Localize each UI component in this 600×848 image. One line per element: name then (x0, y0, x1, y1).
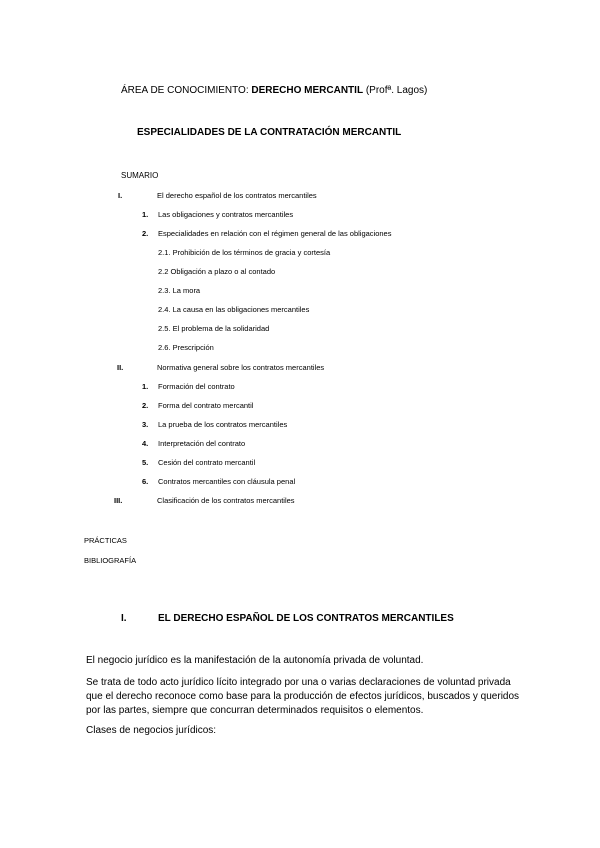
section-number: I. (121, 613, 127, 624)
toc-num: I. (118, 191, 123, 200)
toc-item: Contratos mercantiles con cláusula penal (158, 477, 296, 486)
body-paragraph: Clases de negocios jurídicos: (86, 725, 217, 736)
toc-item: 2.3. La mora (158, 286, 201, 295)
toc-item: 2.2 Obligación a plazo o al contado (158, 267, 276, 276)
course-header-professor: (Profª. Lagos) (363, 85, 428, 96)
toc-num: 2. (142, 401, 149, 410)
course-header (121, 85, 427, 96)
toc-item: Formación del contrato (158, 382, 235, 391)
course-header-subject: DERECHO MERCANTIL (251, 85, 364, 96)
toc-num: 1. (142, 210, 149, 219)
toc-num: 1. (142, 382, 149, 391)
toc-item: Cesión del contrato mercantil (158, 458, 256, 467)
toc-item: 2.6. Prescripción (158, 343, 214, 352)
toc-num: 2. (142, 229, 149, 238)
toc-item: Forma del contrato mercantil (158, 401, 254, 410)
body-paragraph: Se trata de todo acto jurídico lícito integrado por una o varias declaraciones de voluntad privada que el derecho reconoce como base para la producción de efectos jurídicos, buscados y queridos por las partes, siempre que concurran determinados requisitos o elementos. (86, 677, 520, 716)
course-header-prefix: ÁREA DE CONOCIMIENTO: (121, 85, 252, 96)
body-paragraph: El negocio jurídico es la manifestación de la autonomía privada de voluntad. (86, 655, 424, 666)
toc-item: Clasificación de los contratos mercantiles (157, 496, 295, 505)
practicas-label: PRÁCTICAS (84, 536, 127, 545)
toc-item: La prueba de los contratos mercantiles (158, 420, 288, 429)
toc-item: 2.5. El problema de la solidaridad (158, 324, 270, 333)
toc-item: Las obligaciones y contratos mercantiles (158, 210, 294, 219)
section-title: EL DERECHO ESPAÑOL DE LOS CONTRATOS MERCANTILES (158, 613, 454, 624)
toc-num: 3. (142, 420, 149, 429)
toc-num: 5. (142, 458, 149, 467)
document-title: ESPECIALIDADES DE LA CONTRATACIÓN MERCANTIL (137, 127, 402, 138)
bibliografia-label: BIBLIOGRAFÍA (84, 556, 137, 565)
toc-item: Interpretación del contrato (158, 439, 246, 448)
summary-label: SUMARIO (121, 171, 159, 180)
toc-item: Normativa general sobre los contratos mercantiles (157, 363, 325, 372)
toc-num: 6. (142, 477, 149, 486)
toc-item: 2.4. La causa en las obligaciones mercantiles (158, 305, 310, 314)
toc-num: II. (117, 363, 124, 372)
toc-item: El derecho español de los contratos mercantiles (157, 191, 317, 200)
toc-item: Especialidades en relación con el régimen general de las obligaciones (158, 229, 392, 238)
toc-item: 2.1. Prohibición de los términos de gracia y cortesía (158, 248, 331, 257)
toc-num: 4. (142, 439, 149, 448)
toc-num: III. (114, 496, 123, 505)
